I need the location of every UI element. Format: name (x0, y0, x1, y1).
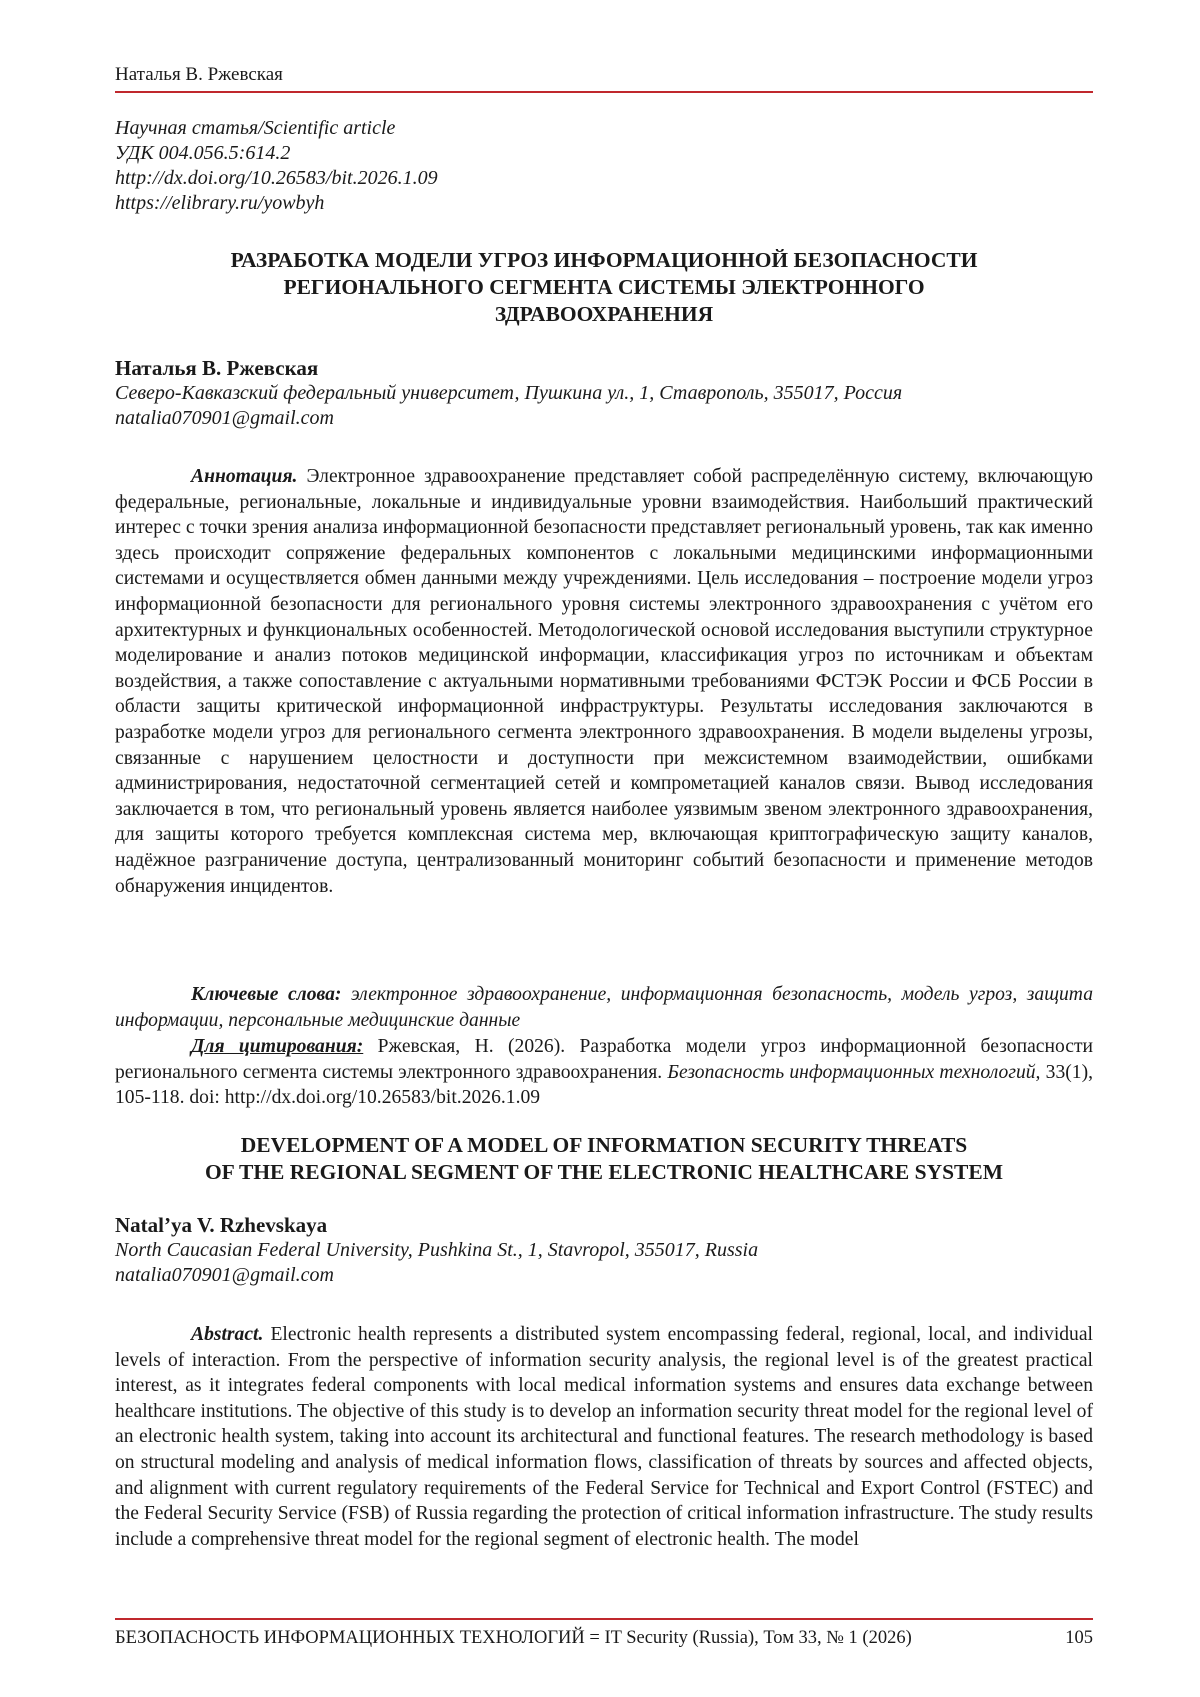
title-en-line-1: DEVELOPMENT OF A MODEL OF INFORMATION SECURITY THREATS (240, 1133, 968, 1157)
page-number: 105 (1065, 1628, 1093, 1648)
elibrary-link[interactable]: https://elibrary.ru/yowbyh (115, 192, 325, 214)
citation-ru-label: Для цитирования: (191, 1036, 364, 1057)
abstract-ru (115, 464, 1093, 899)
citation-ru-text-2: 33(1), 105-118. doi: http://dx.doi.org/10.26583/bit.2026.1.09 (115, 1061, 1094, 1109)
abstract-ru-text: Электронное здравоохранение представляет собой распределённую систему, включающую федеральные, региональные, локальные и индивидуальные уровни взаимодействия. Наибольший практический интерес с точки зрения анализа информационной безопасности представляет региональный уровень, так как именно здесь происходит сопряжение федеральных компонентов с локальными медицинскими информационными системами и осуществляется обмен данными между учреждениями. Цель исследования – построение модели угроз информационной безопасности для регионального уровня системы электронного здравоохранения с учётом его архитектурных и функциональных особенностей. Методологической основой исследования выступили структурное моделирование и анализ потоков медицинской информации, классификация угроз по источникам и объектам воздействия, а также сопоставление с актуальными нормативными требованиями ФСТЭК России и ФСБ России в области защиты критической информационной инфраструктуры. Результаты исследования заключаются в разработке модели угроз для регионального сегмента электронного здравоохранения. В модели выделены угрозы, связанные с нарушением целостности и доступности при межсистемном взаимодействии, ошибками администрирования, недостаточной сегментацией сетей и компрометацией каналов связи. Вывод исследования заключается в том, что региональный уровень является наиболее уязвимым звеном электронного здравоохранения, для защиты которого требуется комплексная система мер, включающая криптографическую защиту каналов, надёжное разграничение доступа, централизованный мониторинг событий безопасности и применение методов обнаружения инцидентов. (115, 466, 1093, 897)
citation-ru-text-1: Ржевская, Н. (2026). Разработка модели угроз информационной безопасности регионального сегмента системы электронного здравоохранения. (115, 1036, 1094, 1083)
abstract-en (115, 1322, 1093, 1552)
running-head-author: Наталья В. Ржевская (115, 64, 283, 85)
citation-ru (115, 1034, 1093, 1111)
keywords-ru (115, 982, 1093, 1033)
author-block-ru (115, 356, 1093, 431)
author-name-en: Natal’ya V. Rzhevskaya (115, 1213, 328, 1237)
keywords-ru-label: Ключевые слова: (191, 984, 342, 1005)
abstract-ru-label: Аннотация. (191, 466, 298, 487)
author-name-ru: Наталья В. Ржевская (115, 356, 319, 380)
page-footer (115, 1628, 1093, 1649)
title-en-line-2: OF THE REGIONAL SEGMENT OF THE ELECTRONIC HEALTHCARE SYSTEM (204, 1160, 1004, 1184)
footer-rule (115, 1618, 1093, 1620)
title-ru-line-1: РАЗРАБОТКА МОДЕЛИ УГРОЗ ИНФОРМАЦИОННОЙ БЕЗОПАСНОСТИ (230, 248, 978, 272)
affiliation-ru: Северо-Кавказский федеральный университет, Пушкина ул., 1, Ставрополь, 355017, Россия (115, 382, 903, 404)
affiliation-en: North Caucasian Federal University, Pushkina St., 1, Stavropol, 355017, Russia (115, 1239, 759, 1261)
article-type: Научная статья/Scientific article (115, 117, 396, 139)
author-block-en (115, 1213, 1093, 1288)
title-ru (115, 247, 1093, 328)
email-ru[interactable]: natalia070901@gmail.com (115, 407, 334, 429)
email-en[interactable]: natalia070901@gmail.com (115, 1264, 334, 1286)
title-en (115, 1132, 1093, 1186)
header-rule (115, 91, 1093, 93)
doi-link[interactable]: http://dx.doi.org/10.26583/bit.2026.1.09 (115, 167, 438, 189)
citation-ru-journal: Безопасность информационных технологий, (667, 1061, 1041, 1083)
article-meta (115, 116, 438, 216)
title-ru-line-2: РЕГИОНАЛЬНОГО СЕГМЕНТА СИСТЕМЫ ЭЛЕКТРОННОГО (283, 275, 925, 299)
title-ru-line-3: ЗДРАВООХРАНЕНИЯ (494, 302, 714, 326)
udc-code: УДК 004.056.5:614.2 (115, 142, 291, 164)
footer-journal: БЕЗОПАСНОСТЬ ИНФОРМАЦИОННЫХ ТЕХНОЛОГИЙ = IT Security (Russia), Том 33, № 1 (2026) (115, 1628, 912, 1648)
keywords-ru-text: электронное здравоохранение, информационная безопасность, модель угроз, защита информации, персональные медицинские данные (115, 984, 1093, 1031)
abstract-en-label: Abstract. (191, 1324, 264, 1345)
abstract-en-text: Electronic health represents a distributed system encompassing federal, regional, local, and individual levels of interaction. From the perspective of information security analysis, the regional level is of the greatest practical interest, as it integrates federal components with local medical information systems and ensures data exchange between healthcare institutions. The objective of this study is to develop an information security threat model for the regional level of an electronic health system, taking into account its architectural and functional features. The research methodology is based on structural modeling and analysis of medical information flows, classification of threats by sources and affected objects, and alignment with current regulatory requirements of the Federal Service for Technical and Export Control (FSTEC) and the Federal Security Service (FSB) of Russia regarding the protection of critical information infrastructure. The study results include a comprehensive threat model for the regional segment of electronic health. The model (115, 1324, 1093, 1550)
